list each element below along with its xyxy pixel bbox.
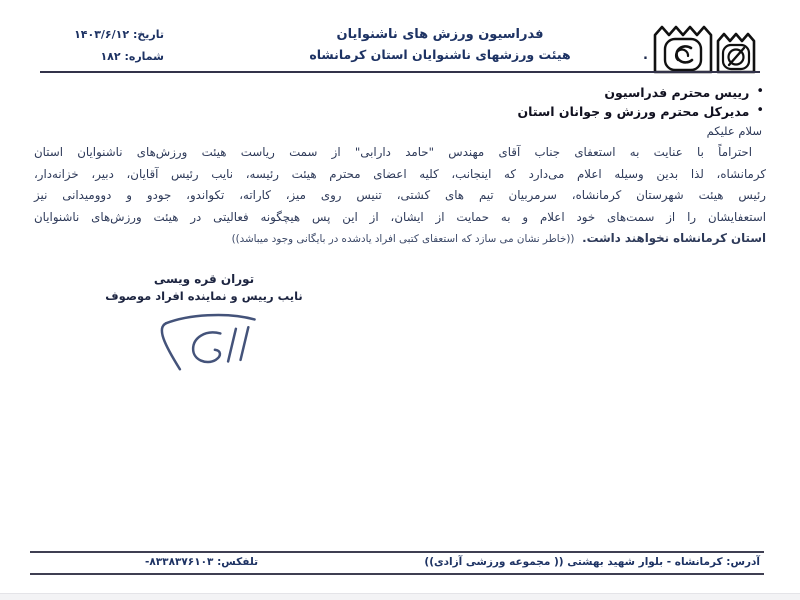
bullet-icon: • (756, 84, 764, 99)
archive-note: ((خاطر نشان می سازد که استعفای کتبی افراد یادشده در بایگانی وجود میباشد)) (231, 233, 575, 246)
recipient-list (518, 84, 764, 122)
bullet-icon: • (756, 103, 764, 118)
footer-telefax: تلفکس: ۸۳۳۸۳۷۶۱۰۳- (145, 556, 259, 568)
page-edge-strip (0, 593, 800, 600)
signer-name: توران قره ویسی (153, 272, 255, 286)
footer-divider-top (30, 551, 764, 553)
header-divider (40, 71, 760, 73)
letter-number: شماره: ۱۸۲ (100, 50, 164, 63)
signer-title: نایب رییس و نماینده افراد موصوف (105, 289, 303, 303)
recipient-row (518, 103, 764, 119)
body-line-5 (34, 228, 766, 251)
body-line-1: احتراماً با عنایت به استعفای جناب آقای مهندس "حامد دارابی" از سمت ریاست هیئت ورزش‌های ناشنوایان استان (34, 145, 752, 159)
letter-body (34, 142, 766, 251)
footer-address: آدرس: کرمانشاه - بلوار شهید بهشتی (( مجموعه ورزشی آزادی)) (424, 556, 760, 568)
body-line-2: کرمانشاه، لذا بدین وسیله اعلام می‌دارد که اینجانب، کلیه اعضای محترم هیئت رئیسه، نایب رئیس آقایان، دبیر، خزانه‌دار، (34, 166, 766, 181)
body-line-4: استعفایشان را از سمت‌های خود اعلام و به حمایت از ایشان، از این پس هیچگونه فعالیتی در هیئت ورزش‌های ناشنوایان (34, 209, 766, 224)
handwritten-signature (78, 307, 330, 381)
signature-block (78, 272, 330, 381)
federation-logo-icon (652, 24, 764, 74)
org-branch: هیئت ورزشهای ناشنوایان استان کرمانشاه (309, 47, 571, 62)
recipient-federation-president: رییس محترم فدراسیون (604, 84, 750, 100)
footer-divider-bottom (30, 573, 764, 575)
body-line-3: رئیس هیئت شهرستان کرمانشاه، سرمربیان تیم های کشتی، تنیس روی میز، کاراته، تکواندو، جودو و دوومیدانی نیز (34, 188, 766, 203)
closing-statement: استان کرمانشاه نخواهند داشت. (582, 231, 766, 246)
letterhead-org-block (240, 27, 640, 62)
letter-date: تاریخ: ۱۴۰۳/۶/۱۲ (74, 28, 164, 41)
recipient-director-general: مدیرکل محترم ورزش و جوانان استان (517, 103, 750, 119)
greeting-line: سلام علیکم (706, 124, 762, 138)
letter-meta-block (40, 28, 164, 63)
letterhead-period: . (643, 48, 648, 63)
org-name: فدراسیون ورزش های ناشنوایان (336, 27, 544, 42)
deaf-sports-emblem-icon (652, 24, 764, 74)
recipient-row (518, 84, 764, 100)
